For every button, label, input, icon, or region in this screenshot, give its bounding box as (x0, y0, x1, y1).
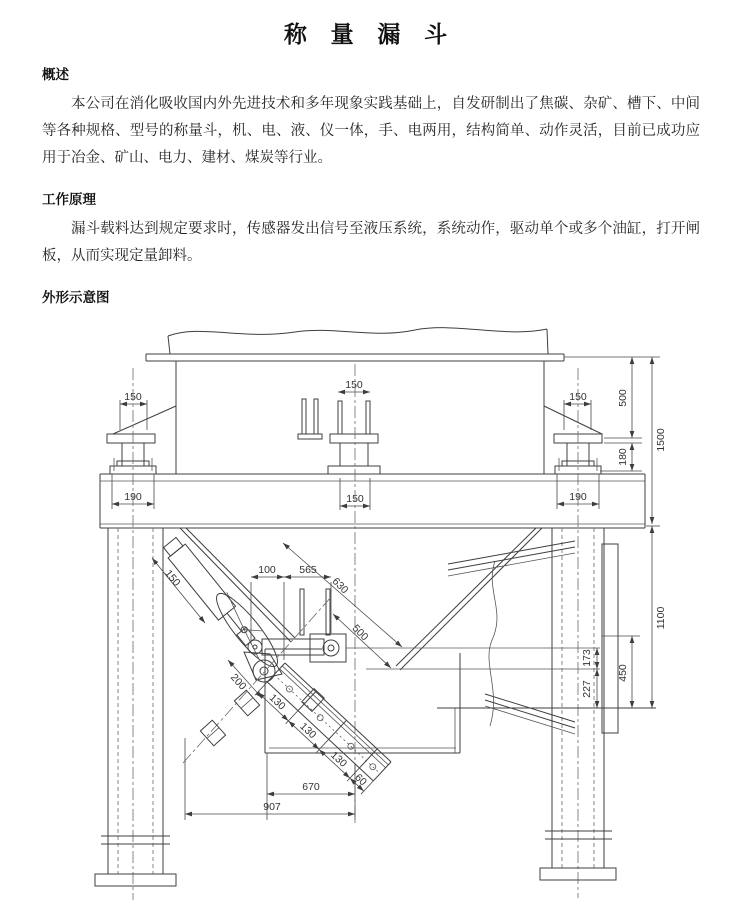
section-heading-diagram: 外形示意图 (42, 290, 110, 305)
center-pedestal (298, 379, 380, 510)
page-title: 称 量 漏 斗 (283, 22, 457, 47)
outline-diagram (0, 308, 740, 908)
section-heading-principle: 工作原理 (42, 192, 96, 207)
document-page (0, 16, 740, 890)
left-leg (95, 528, 176, 886)
dim-label-gate-130b: 130 (297, 720, 319, 742)
right-dimensions (564, 357, 667, 708)
dim-label-150-top-center: 150 (345, 379, 363, 391)
right-pedestal (544, 391, 602, 509)
dim-label-190-left: 190 (124, 491, 142, 503)
dim-label-gate-130c: 130 (328, 749, 350, 770)
dim-label-100: 100 (258, 564, 276, 576)
dim-label-gate-130a: 130 (266, 691, 288, 713)
dim-label-150-top-right: 150 (569, 391, 587, 403)
dim-label-173: 173 (581, 649, 593, 667)
hopper-top-body (146, 328, 564, 361)
dim-label-cylinder-150: 150 (162, 567, 183, 589)
side-plate-braces (448, 541, 618, 734)
dim-label-180: 180 (617, 448, 629, 466)
mechanism-dimensions (185, 543, 600, 820)
principle-paragraph: 漏斗载料达到规定要求时，传感器发出信号至液压系统，系统动作，驱动单个或多个油缸，打开闸板，从而实现定量卸料。 (42, 221, 700, 264)
dim-label-907: 907 (263, 801, 281, 813)
dim-label-227: 227 (581, 680, 593, 698)
weighing-box (176, 361, 544, 474)
dim-label-450: 450 (617, 664, 629, 682)
support-beam (100, 474, 645, 528)
dim-label-150-center-bottom: 150 (346, 493, 364, 505)
dim-label-gate-60: 60 (352, 771, 369, 789)
dim-label-1500: 1500 (655, 428, 667, 452)
dim-label-150-top-left: 150 (124, 391, 142, 403)
gate-band (255, 663, 391, 794)
section-heading-overview: 概述 (42, 67, 69, 82)
dim-label-630: 630 (329, 575, 351, 597)
dim-label-500-right: 500 (617, 389, 629, 407)
dim-label-565: 565 (299, 564, 317, 576)
dim-label-500-diag: 500 (349, 622, 371, 644)
dim-label-1100: 1100 (655, 606, 667, 630)
dim-label-670: 670 (302, 781, 320, 793)
dim-label-190-right: 190 (569, 491, 587, 503)
left-pedestal (107, 391, 176, 509)
dim-label-200: 200 (227, 671, 249, 693)
overview-paragraph: 本公司在消化吸收国内外先进技术和多年现象实践基础上，自发研制出了焦碳、杂矿、槽下、中间等各种规格、型号的称量斗，机、电、液、仪一体，手、电两用，结构简单、动作灵活，目前已成功应用于冶金、矿山、电力、建材、煤炭等行业。 (42, 96, 700, 166)
